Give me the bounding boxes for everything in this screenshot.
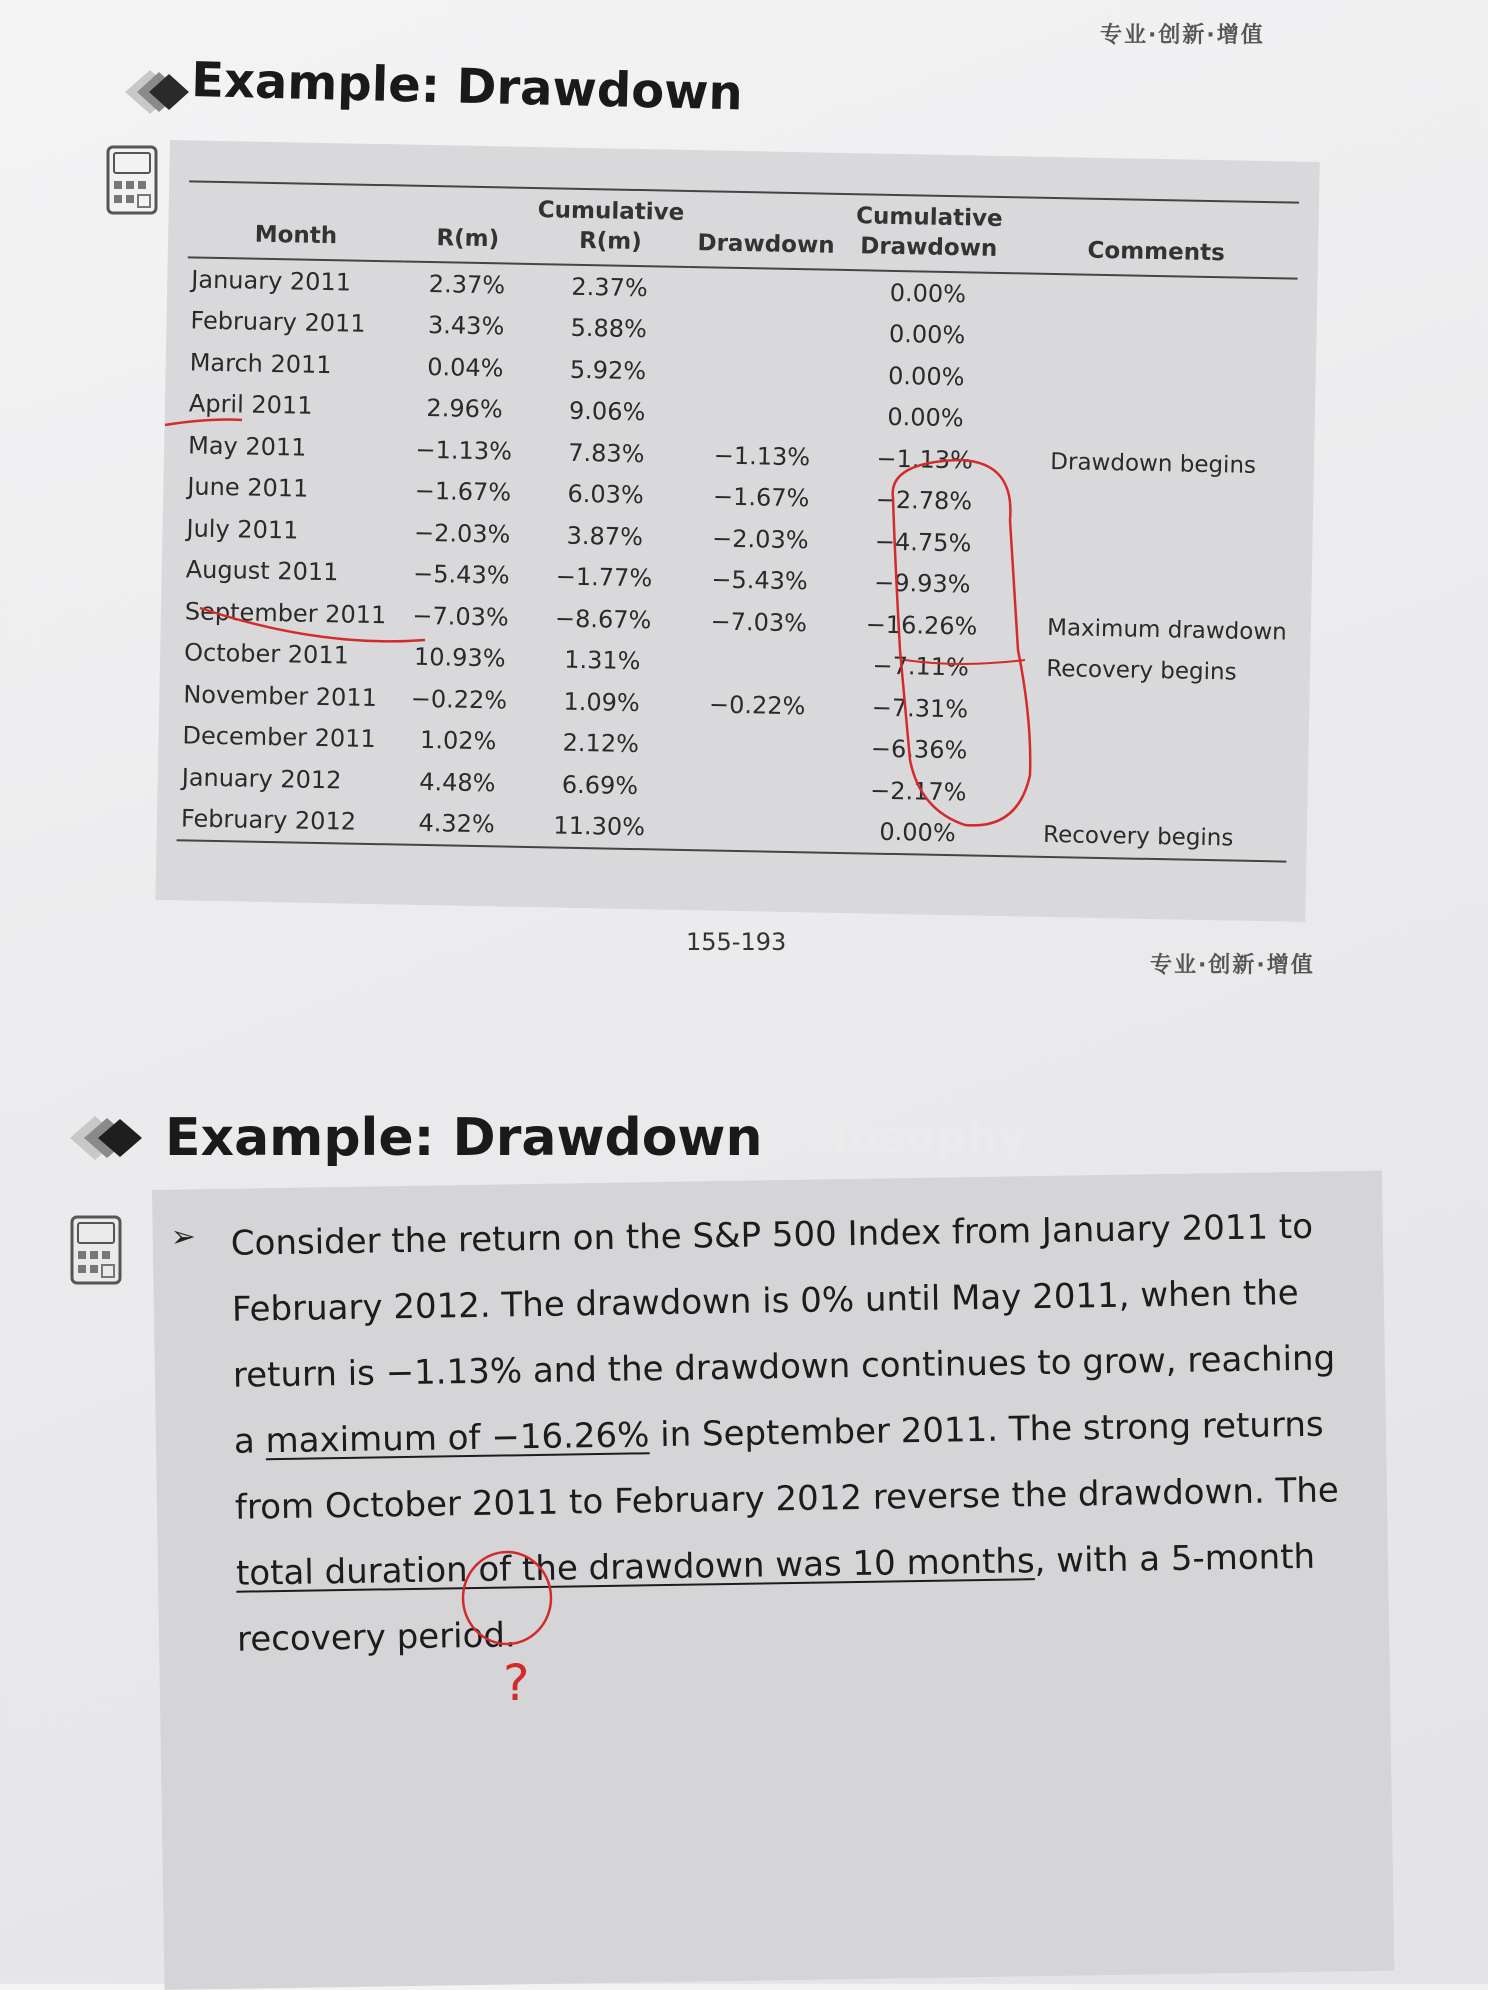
cell-drawdown: [677, 807, 832, 852]
brand-top: [1100, 18, 1265, 49]
cell-drawdown: [687, 309, 842, 353]
drawdown-table: [177, 180, 1299, 862]
calculator-icon: [106, 145, 158, 215]
brand-text: 专业·创新·增值: [1100, 23, 1265, 48]
cell-cumulative-rm: 3.87%: [566, 521, 644, 551]
cell-rm: 10.93%: [413, 643, 506, 673]
cell-drawdown: −1.67%: [712, 482, 810, 513]
cell-comment: [1012, 316, 1296, 363]
cell-cumulative-drawdown: −9.93%: [873, 568, 971, 599]
header-drawdown: Drawdown: [688, 191, 844, 270]
cell-comment: [1004, 772, 1288, 819]
cell-rm: 0.04%: [426, 352, 504, 383]
cell-month: November 2011: [183, 680, 378, 712]
cell-drawdown: [686, 351, 841, 395]
table-panel: [155, 140, 1319, 922]
cell-cumulative-rm: 2.12%: [562, 728, 640, 759]
underlined-duration: total duration of the drawdown was 10 months: [235, 1541, 1035, 1594]
cell-cumulative-drawdown: −4.75%: [874, 527, 972, 558]
slide-title-bottom: Example: Drawdown: [165, 1108, 763, 1168]
cell-cumulative-rm: 5.88%: [570, 313, 648, 344]
cell-month: September 2011: [184, 597, 387, 629]
cell-cumulative-rm: 6.03%: [567, 479, 644, 510]
brand-bottom: [1150, 948, 1315, 979]
cell-month: December 2011: [182, 721, 376, 754]
cell-rm: 2.96%: [426, 394, 503, 424]
cell-rm: 2.37%: [428, 269, 506, 300]
header-month: Month: [188, 181, 405, 261]
cell-cumulative-drawdown: 0.00%: [889, 278, 967, 309]
header-cumulative-drawdown: Cumulative Drawdown: [843, 194, 1016, 273]
cell-comment: [1009, 482, 1293, 529]
cell-cumulative-drawdown: −7.11%: [872, 651, 970, 682]
cell-rm: −7.03%: [412, 601, 510, 632]
cell-cumulative-drawdown: −2.17%: [869, 776, 967, 807]
cell-drawdown: −1.13%: [713, 441, 811, 472]
diamond-logo-icon: [50, 1108, 160, 1168]
header-rm: R(m): [403, 186, 533, 264]
cell-cumulative-drawdown: 0.00%: [832, 810, 1004, 856]
cell-cumulative-drawdown: −16.26%: [865, 610, 978, 641]
cell-month: October 2011: [183, 638, 350, 670]
cell-drawdown: −7.03%: [710, 607, 808, 638]
cell-cumulative-rm: 6.69%: [561, 770, 639, 800]
cell-cumulative-rm: 2.37%: [571, 272, 648, 302]
cell-comment: Recovery begins: [1003, 814, 1287, 862]
cell-rm: 1.02%: [419, 726, 497, 756]
cell-cumulative-drawdown: −1.13%: [876, 444, 974, 475]
cell-drawdown: [685, 392, 840, 436]
cell-comment: [1012, 357, 1296, 404]
cell-month: January 2011: [191, 265, 352, 297]
cell-rm: −5.43%: [412, 560, 510, 590]
text-panel: [152, 1171, 1394, 1990]
cell-comment: [1005, 689, 1289, 736]
brand-text: 专业·创新·增值: [1150, 953, 1315, 978]
cell-rm: −1.13%: [415, 435, 513, 466]
cell-rm: −2.03%: [413, 518, 511, 549]
cell-month: August 2011: [185, 555, 339, 587]
cell-cumulative-rm: 5.92%: [569, 355, 647, 385]
cell-cumulative-rm: 7.83%: [567, 438, 645, 468]
cell-cumulative-rm: −1.77%: [555, 562, 653, 593]
body-paragraph: [230, 1193, 1357, 1673]
cell-cumulative-rm: −8.67%: [554, 604, 652, 635]
cell-month: June 2011: [187, 472, 309, 503]
cell-comment: Recovery begins: [1046, 656, 1237, 686]
cell-comment: [1011, 399, 1295, 446]
cell-drawdown: −0.22%: [708, 690, 806, 721]
cell-cumulative-rm: 1.09%: [563, 687, 640, 717]
underlined-max-drawdown: maximum of −16.26%: [265, 1415, 650, 1462]
cell-cumulative-drawdown: −7.31%: [871, 693, 969, 724]
cell-comment: [1004, 731, 1288, 778]
cell-rm: 4.48%: [419, 767, 496, 798]
cell-rm: 4.32%: [392, 802, 521, 847]
cell-month: January 2012: [181, 763, 342, 795]
cell-rm: −0.22%: [410, 684, 508, 715]
cell-cumulative-drawdown: −2.78%: [875, 485, 973, 516]
cell-drawdown: [688, 267, 843, 312]
paragraph-text: Consider the return on the S&P 500 Index from January 2011 to February 2012. The drawdown is 0% until May 2011, when the return is −1.13% and the drawdown continues to grow, reaching a: [230, 1206, 1336, 1462]
cell-month: April 2011: [188, 389, 313, 421]
bullet-arrow-icon: ➢: [170, 1219, 197, 1255]
header-cumulative-rm: Cumulative R(m): [532, 188, 690, 267]
page-number: 155-193: [686, 928, 787, 956]
table-body: [177, 257, 1298, 861]
cell-cumulative-rm: 11.30%: [520, 804, 678, 850]
cell-comment: [1008, 565, 1292, 612]
cell-month: March 2011: [189, 348, 332, 379]
cell-rm: −1.67%: [414, 477, 512, 507]
faded-background-word: Philosophy: [755, 1112, 1027, 1163]
ink-question-mark: ?: [503, 1654, 530, 1712]
cell-drawdown: [680, 641, 835, 685]
calculator-icon: [70, 1215, 122, 1285]
cell-month: May 2011: [187, 431, 307, 462]
cell-cumulative-rm: 9.06%: [568, 396, 646, 427]
cell-comment: Drawdown begins: [1050, 448, 1257, 479]
cell-cumulative-drawdown: 0.00%: [888, 320, 966, 350]
cell-cumulative-drawdown: −6.36%: [870, 734, 968, 765]
cell-comment: [1013, 273, 1297, 321]
cell-drawdown: [679, 724, 834, 768]
cell-rm: 3.43%: [427, 311, 505, 341]
cell-comment: Maximum drawdown: [1046, 614, 1288, 646]
cell-cumulative-drawdown: 0.00%: [887, 361, 965, 392]
diamond-logo-icon: [95, 62, 205, 122]
paragraph-text: , with a 5-month recovery period.: [236, 1536, 1316, 1660]
cell-month: July 2011: [186, 514, 299, 545]
cell-cumulative-drawdown: 0.00%: [887, 403, 964, 433]
cell-cumulative-rm: 1.31%: [564, 645, 641, 676]
cell-drawdown: [678, 766, 833, 810]
cell-drawdown: −5.43%: [711, 565, 809, 596]
cell-drawdown: −2.03%: [711, 524, 809, 555]
paragraph-text: in September 2011. The strong returns from October 2011 to February 2012 reverse the drawdown. The: [234, 1404, 1340, 1528]
cell-month: February 2011: [190, 306, 366, 339]
cell-comment: [1008, 523, 1292, 570]
cell-month: February 2012: [177, 798, 393, 845]
slide-title-top: Example: Drawdown: [190, 52, 744, 122]
header-comments: Comments: [1014, 197, 1299, 278]
